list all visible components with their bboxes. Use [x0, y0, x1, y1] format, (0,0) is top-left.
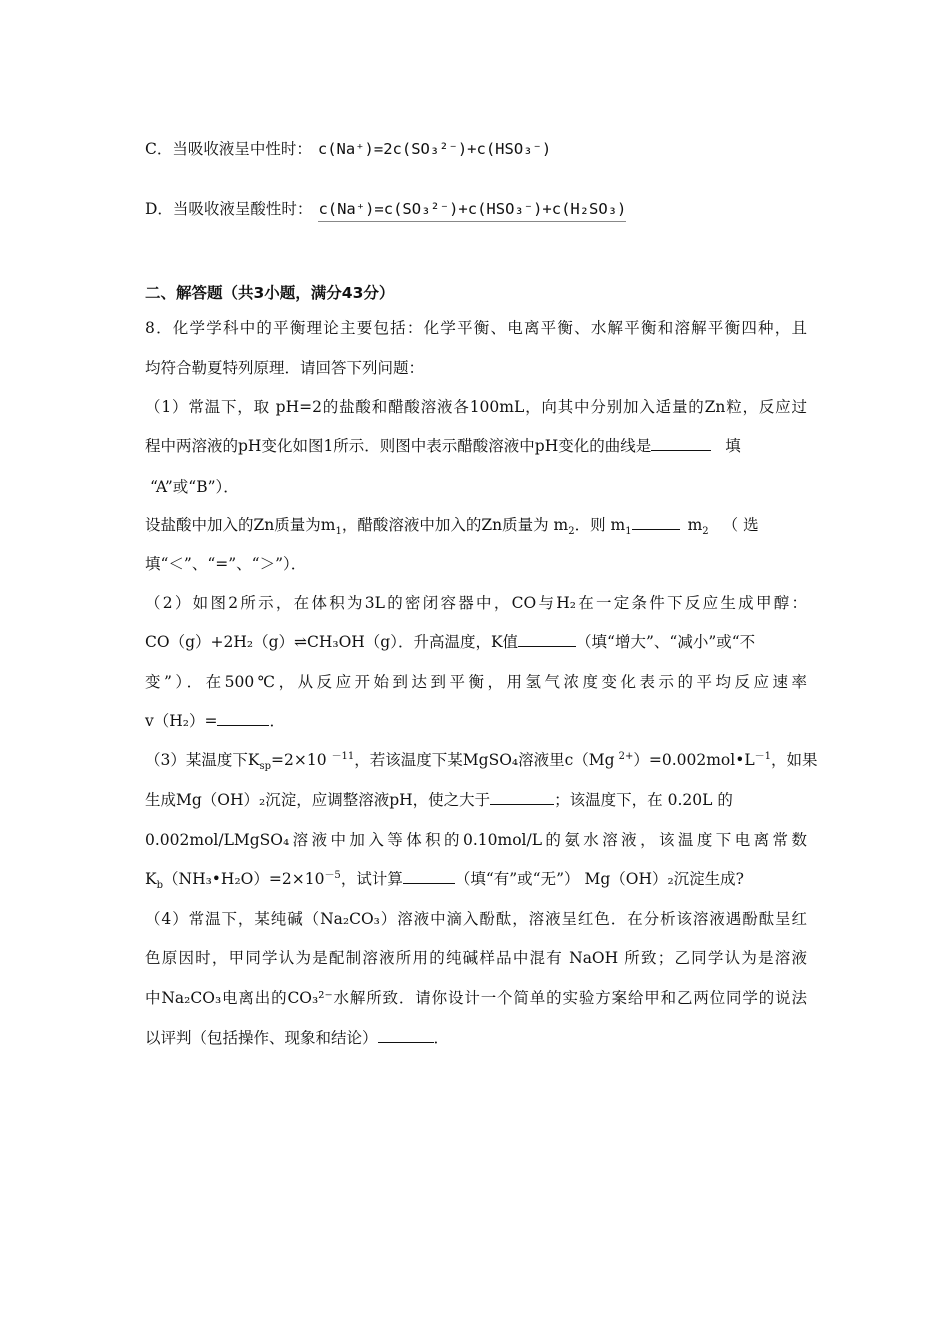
option-d-label: D．当吸收液呈酸性时： — [145, 200, 313, 218]
option-c-formula: c(Na⁺)=2c(SO₃²⁻)+c(HSO₃⁻) — [317, 140, 552, 158]
q8-part3-line-3: 0.002mol/LMgSO₄溶液中加入等体积的0.10mol/L的氨水溶液，该温度下电离常数 — [145, 831, 807, 849]
answer-blank[interactable] — [632, 528, 680, 530]
q8-part3-line-4: $K_b(NH_3•H_2O)=2\times 10^{-5}$，试计算 （填“有”或“无”） Mg（OH）₂沉淀生成? — [145, 869, 744, 892]
answer-blank[interactable] — [378, 1041, 434, 1043]
q8-part3-line-2: 生成Mg（OH）₂沉淀，应调整溶液pH，使之大于 ；该温度下，在 0.20L 的 — [145, 791, 733, 809]
answer-blank[interactable] — [518, 645, 576, 647]
q8-part1-line-1: （1）常温下，取 pH=2的盐酸和醋酸溶液各100mL，向其中分别加入适量的Zn粒，反应过 — [145, 398, 807, 416]
q8-part4-line-2: 色原因时，甲同学认为是配制溶液所用的纯碱样品中混有 NaOH 所致；乙同学认为是溶液 — [145, 949, 807, 967]
option-d — [145, 202, 626, 218]
q8-part4-line-4: 以评判（包括操作、现象和结论） ． — [145, 1029, 450, 1047]
q8-part4-line-3: 中Na₂CO₃电离出的CO₃²⁻水解所致．请你设计一个简单的实验方案给甲和乙两位同学的说法 — [145, 989, 807, 1007]
option-d-formula: c(Na⁺)=c(SO₃²⁻)+c(HSO₃⁻)+c(H₂SO₃) — [318, 200, 626, 222]
q8-part2-line-3: 变”）．在500℃，从反应开始到达到平衡，用氢气浓度变化表示的平均反应速率 — [145, 673, 807, 691]
option-c-label: C．当吸收液呈中性时： — [145, 140, 312, 158]
q8-part1-line-5: 填“＜”、“=”、“＞”）． — [145, 555, 307, 573]
answer-blank[interactable] — [651, 449, 711, 451]
option-c — [145, 142, 551, 158]
q8-part1-line-4: 设盐酸中加入的Zn质量为$m_1$，醋酸溶液中加入的Zn质量为 $m_2$．则 $m_1$ $m_2$ （ 选 — [145, 516, 759, 538]
q8-part2-line-4: v（H₂）= ． — [145, 712, 285, 730]
q8-part1-line-2: 程中两溶液的pH变化如图1所示．则图中表示醋酸溶液中pH变化的曲线是 填 — [145, 437, 741, 455]
q8-part2-line-2: CO（g）+2H₂（g）⇌CH₃OH（g）．升高温度，K值 （填“增大”、“减小”或“不 — [145, 633, 756, 651]
answer-blank[interactable] — [217, 724, 269, 726]
q8-part2-line-1: （2）如图2所示，在体积为3L的密闭容器中，CO与H₂在一定条件下反应生成甲醇： — [145, 594, 807, 612]
section-title: 二、解答题（共3小题，满分43分） — [145, 284, 395, 302]
q8-line-2: 均符合勒夏特列原理．请回答下列问题： — [145, 359, 425, 377]
q8-part3-line-1: （3）某温度下$K_{sp}=2\times 10$ $^{-11}$，若该温度下某MgSO₄溶液里c（Mg $^{2+})=0.002mol•L^{-1}$，如果 — [145, 750, 818, 773]
answer-blank[interactable] — [403, 882, 455, 884]
q8-line-1: 8．化学学科中的平衡理论主要包括：化学平衡、电离平衡、水解平衡和溶解平衡四种，且 — [145, 319, 807, 337]
q8-part1-line-3: “A”或“B”）． — [150, 478, 239, 496]
answer-blank[interactable] — [490, 803, 554, 805]
q8-part4-line-1: （4）常温下，某纯碱（Na₂CO₃）溶液中滴入酚酞，溶液呈红色．在分析该溶液遇酚酞呈红 — [145, 910, 807, 928]
